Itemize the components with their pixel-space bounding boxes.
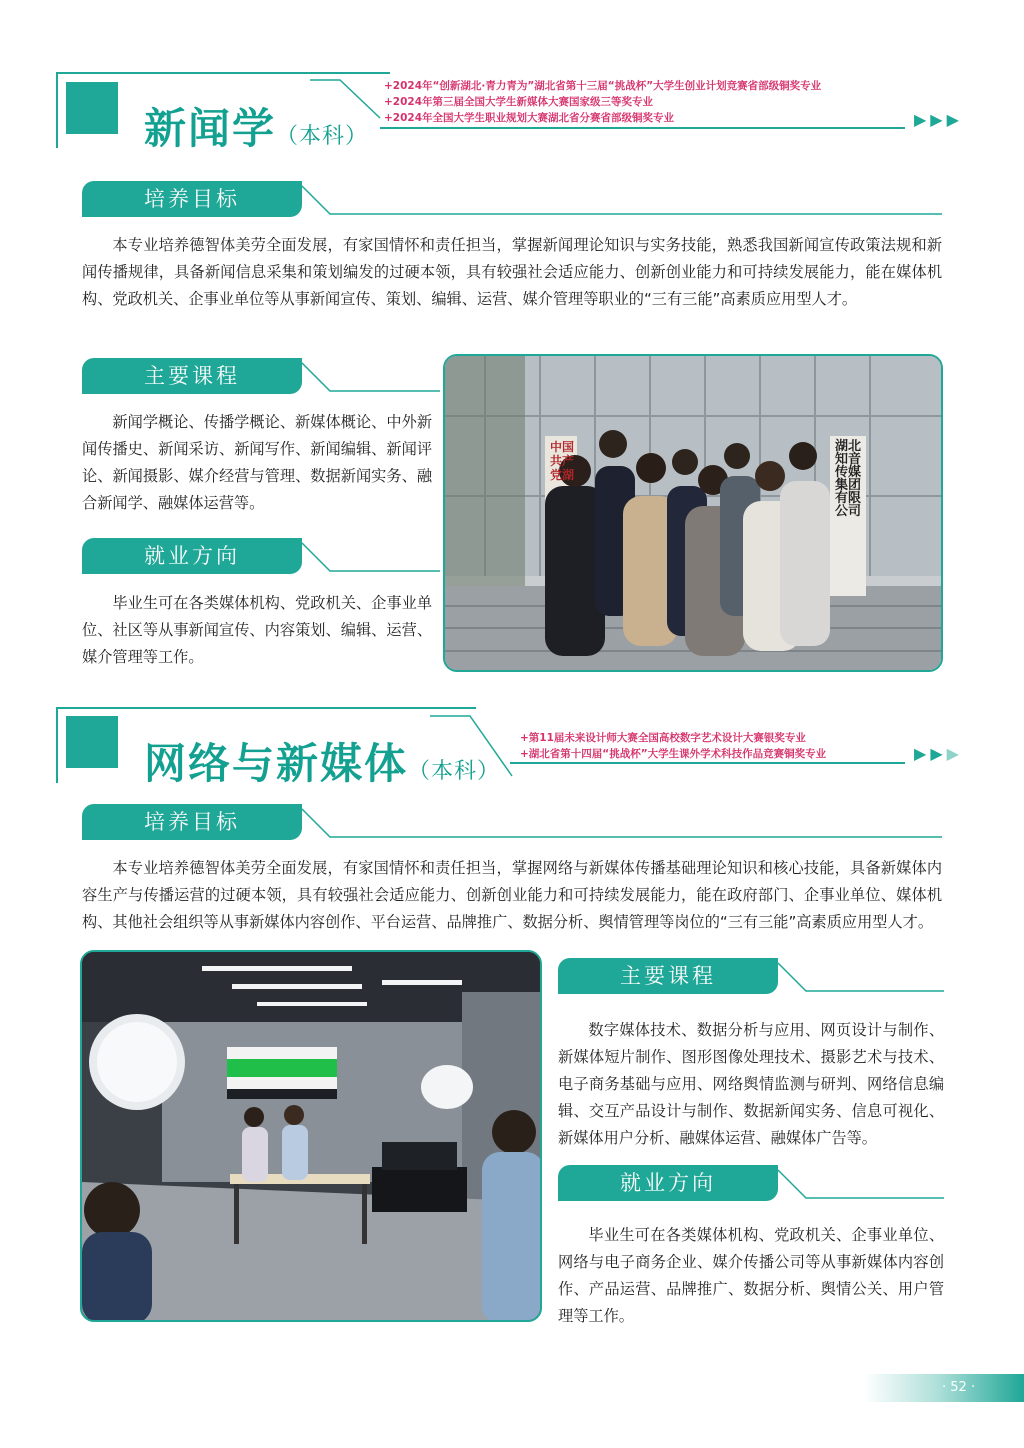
section2-arrows: ▶▶▶	[914, 744, 963, 763]
section2-header-square	[66, 716, 118, 768]
section2-header-line-bottom	[510, 762, 905, 764]
section2-goal-tab-line	[300, 803, 945, 843]
section1-career-text: 毕业生可在各类媒体机构、党政机关、企事业单位、社区等从事新闻宣传、内容策划、编辑、运营、媒介管理等工作。	[82, 594, 432, 666]
section2-studio-photo	[80, 950, 542, 1322]
section1-header-line-bottom	[380, 127, 905, 129]
section1-group-photo	[443, 354, 943, 672]
section2-courses-tab-line	[776, 957, 946, 997]
page-number: · 52 ·	[864, 1374, 1024, 1402]
section1-career-tab-line	[300, 537, 440, 577]
section1-award-3: +2024年全国大学生职业规划大赛湖北省分赛省部级铜奖专业	[384, 112, 675, 124]
section2-career-tab-line	[776, 1164, 946, 1204]
section1-award-2: +2024年第三届全国大学生新媒体大赛国家级三等奖专业	[384, 96, 654, 108]
section1-header-square	[66, 82, 118, 134]
section1-goal-tab: 培养目标	[82, 181, 302, 217]
section2-title-text: 网络与新媒体	[144, 739, 409, 788]
section1-title-text: 新闻学	[144, 104, 277, 153]
section1-goal-text: 本专业培养德智体美劳全面发展，有家国情怀和责任担当，掌握新闻理论知识与实务技能，熟悉我国新闻宣传政策法规和新闻传播规律，具备新闻信息采集和策划编发的过硬本领，具有较强社会适应能力、创新创业能力和可持续发展能力，能在媒体机构、党政机关、企事业单位等从事新闻宣传、策划、编辑、运营、媒介管理等职业的“三有三能”高素质应用型人才。	[82, 236, 942, 308]
section1-degree: （本科）	[276, 124, 369, 149]
section2-goal-text: 本专业培养德智体美劳全面发展，有家国情怀和责任担当，掌握网络与新媒体传播基础理论知识和核心技能，具备新媒体内容生产与传播运营的过硬本领，具有较强社会适应能力、创新创业能力和可持续发展能力，能在政府部门、企事业单位、媒体机构、其他社会组织等从事新媒体内容创作、平台运营、品牌推广、数据分析、舆情管理等岗位的“三有三能”高素质应用型人才。	[82, 859, 942, 931]
section1-arrows-text: ▶▶▶	[914, 110, 963, 129]
section1-courses-text: 新闻学概论、传播学概论、新媒体概论、中外新闻传播史、新闻采访、新闻写作、新闻编辑、新闻评论、新闻摄影、媒介经营与管理、数据新闻实务、融合新闻学、融媒体运营等。	[82, 413, 432, 512]
section1-courses-tab: 主要课程	[82, 358, 302, 394]
section2-courses-text: 数字媒体技术、数据分析与应用、网页设计与制作、新媒体短片制作、图形图像处理技术、摄影艺术与技术、电子商务基础与应用、网络舆情监测与研判、网络信息编辑、交互产品设计与制作、数据新闻实务、信息可视化、新媒体用户分析、融媒体运营、融媒体广告等。	[558, 1021, 944, 1147]
section1-photo-sign-left: 中国共产党湖	[549, 440, 574, 482]
section1-awards	[384, 78, 821, 126]
section2-award-1: +第11届未来设计师大赛全国高校数字艺术设计大赛银奖专业	[520, 732, 806, 744]
section1-award-1: +2024年“创新湖北·青力青为”湖北省第十三届“挑战杯”大学生创业计划竞赛省部级铜奖专业	[384, 80, 822, 92]
section2-award-2: +湖北省第十四届“挑战杯”大学生课外学术科技作品竞赛铜奖专业	[520, 748, 827, 760]
section2-header-slope	[420, 704, 530, 784]
section1-photo-sign-right: 湖北知音传媒集团有限公司	[834, 439, 861, 519]
section2-career-text: 毕业生可在各类媒体机构、党政机关、企事业单位、网络与电子商务企业、媒介传播公司等从事新媒体内容创作、产品运营、品牌推广、数据分析、舆情公关、用户管理等工作。	[558, 1226, 944, 1325]
section1-courses-tab-line	[300, 357, 440, 397]
section1-career-tab: 就业方向	[82, 538, 302, 574]
section1-goal-tab-line	[300, 180, 945, 220]
section2-goal-tab: 培养目标	[82, 804, 302, 840]
section2-awards	[520, 730, 826, 762]
section2-degree: （本科）	[408, 759, 501, 784]
section2-career-tab: 就业方向	[558, 1165, 778, 1201]
section1-arrows	[914, 110, 963, 129]
section2-courses-tab: 主要课程	[558, 958, 778, 994]
